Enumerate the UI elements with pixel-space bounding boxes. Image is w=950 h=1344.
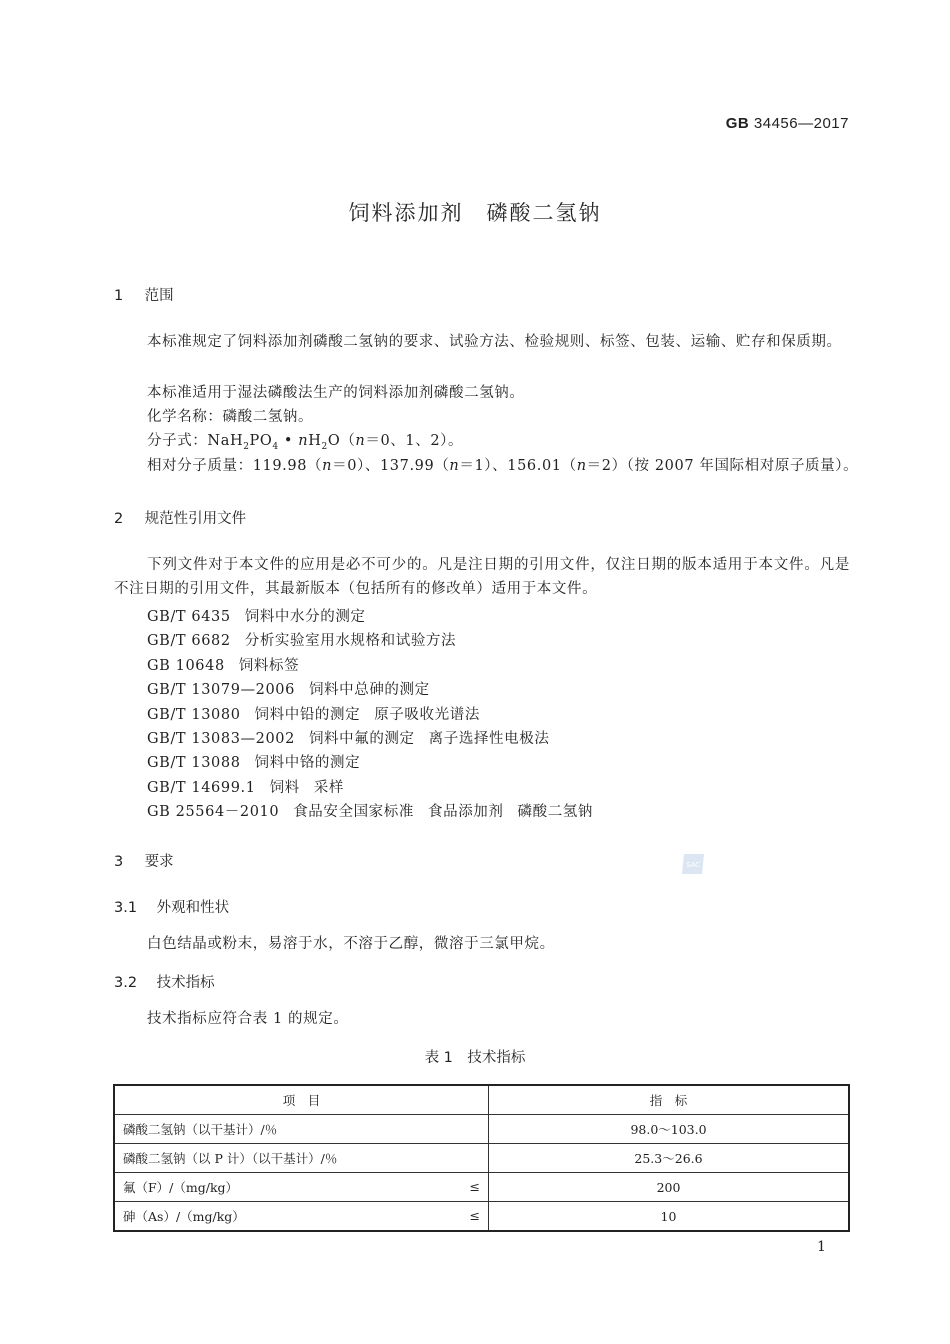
reference-title: 离子选择性电极法 (428, 731, 550, 747)
spec-note: 技术指标应符合表 1 的规定。 (147, 1011, 349, 1027)
reference-code: GB 25564－2010 (147, 804, 280, 821)
appearance-text: 白色结晶或粉末，易溶于水，不溶于乙醇，微溶于三氯甲烷。 (147, 936, 555, 952)
reference-item (147, 703, 480, 724)
reference-code: GB 10648 (147, 657, 225, 674)
relative-molecular-mass: 相对分子质量：119.98（n＝0）、137.99（n＝1）、156.01（n＝2）（按 2007 年国际相对原子质量）。 (147, 458, 859, 474)
section-2-heading (114, 507, 246, 528)
reference-title: 饲料标签 (238, 657, 300, 674)
reference-title: 饲料中总砷的测定 (308, 682, 430, 699)
section-3-heading (114, 850, 174, 871)
scope-paragraph-1: 本标准规定了饲料添加剂磷酸二氢钠的要求、试验方法、检验规则、标签、包装、运输、贮存和保质期。 (147, 334, 842, 350)
reference-title: 饲料中氟的测定 (308, 731, 415, 747)
item-cell (114, 1202, 489, 1232)
item-cell (114, 1115, 489, 1144)
section-number: 3.2 (114, 975, 138, 991)
reference-title: 饲料中水分的测定 (244, 609, 366, 625)
value-cell: 10 (489, 1202, 850, 1232)
column-header-value: 指 标 (489, 1085, 850, 1115)
sac-watermark-logo (680, 852, 706, 876)
section-3-1-heading (114, 896, 229, 917)
table-body (114, 1115, 849, 1232)
value-cell: 200 (489, 1173, 850, 1202)
column-header-item: 项 目 (114, 1085, 489, 1115)
reference-code: GB/T 6435 (147, 609, 231, 625)
chemical-name: 化学名称：磷酸二氢钠。 (147, 409, 314, 425)
item-label: 砷（As）/（mg/kg） (123, 1209, 245, 1224)
reference-title: 采样 (313, 779, 344, 796)
item-label: 氟（F）/（mg/kg） (123, 1180, 239, 1195)
reference-title: 饲料中铅的测定 (254, 706, 361, 723)
reference-item (147, 727, 549, 748)
less-equal-symbol: ≤ (469, 1208, 480, 1223)
reference-code: GB/T 13079—2006 (147, 682, 295, 699)
reference-code: GB/T 13083—2002 (147, 731, 295, 747)
item-label: 磷酸二氢钠（以干基计）/％ (123, 1122, 278, 1137)
section-number: 3.1 (114, 900, 138, 916)
reference-item (147, 751, 360, 772)
less-equal-symbol: ≤ (469, 1179, 480, 1194)
reference-title: 饲料中铬的测定 (254, 755, 361, 772)
section-title: 外观和性状 (156, 900, 230, 916)
reference-item (147, 629, 456, 650)
section-1-heading (114, 284, 174, 305)
reference-title: 饲料 (269, 779, 300, 796)
section-number: 3 (114, 854, 124, 870)
svg-text:SAC: SAC (685, 861, 701, 869)
table-caption: 表 1 技术指标 (424, 1050, 526, 1066)
item-cell (114, 1144, 489, 1173)
reference-code: GB/T 6682 (147, 633, 231, 650)
section-title: 规范性引用文件 (144, 511, 247, 527)
table-header-row (114, 1085, 849, 1115)
table-row (114, 1115, 849, 1144)
reference-title: 磷酸二氢钠 (517, 804, 593, 821)
reference-item (147, 800, 593, 821)
section-title: 技术指标 (156, 975, 215, 991)
table-row (114, 1202, 849, 1232)
reference-item (147, 605, 366, 626)
table-row (114, 1173, 849, 1202)
reference-code: GB/T 13088 (147, 755, 241, 772)
standard-number: 34456—2017 (753, 115, 849, 132)
section-number: 2 (114, 511, 124, 527)
standard-prefix: GB (725, 115, 750, 132)
reference-title: 原子吸收光谱法 (374, 706, 480, 723)
scope-paragraph-2: 本标准适用于湿法磷酸法生产的饲料添加剂磷酸二氢钠。 (147, 385, 525, 401)
reference-title: 分析实验室用水规格和试验方法 (244, 633, 457, 650)
molecular-formula: 分子式：$NaH_2PO_4$ • $nH_2O(n=0$、1、2）。 (147, 433, 464, 452)
references-intro: 下列文件对于本文件的应用是必不可少的。凡是注日期的引用文件，仅注日期的版本适用于本文件。凡是不注日期的引用文件，其最新版本（包括所有的修改单）适用于本文件。 (114, 557, 850, 597)
value-cell: 98.0～103.0 (489, 1115, 850, 1144)
reference-code: GB/T 14699.1 (147, 779, 256, 796)
item-cell (114, 1173, 489, 1202)
reference-item (147, 776, 344, 797)
reference-code: GB/T 13080 (147, 706, 241, 723)
section-3-2-heading (114, 971, 215, 992)
document-title: 饲料添加剂 磷酸二氢钠 (348, 201, 602, 225)
technical-indicators-table (113, 1084, 850, 1232)
reference-item (147, 654, 299, 675)
section-title: 要求 (144, 854, 174, 870)
section-number: 1 (114, 288, 124, 304)
reference-title: 食品安全国家标准 (293, 804, 414, 821)
item-label: 磷酸二氢钠（以 P 计）（以干基计）/％ (123, 1151, 338, 1166)
reference-title: 食品添加剂 (428, 804, 504, 821)
reference-item (147, 678, 430, 699)
standard-code-header (726, 115, 849, 132)
section-title: 范围 (144, 288, 174, 304)
page-number: 1 (817, 1239, 826, 1255)
value-cell: 25.3～26.6 (489, 1144, 850, 1173)
table-row (114, 1144, 849, 1173)
